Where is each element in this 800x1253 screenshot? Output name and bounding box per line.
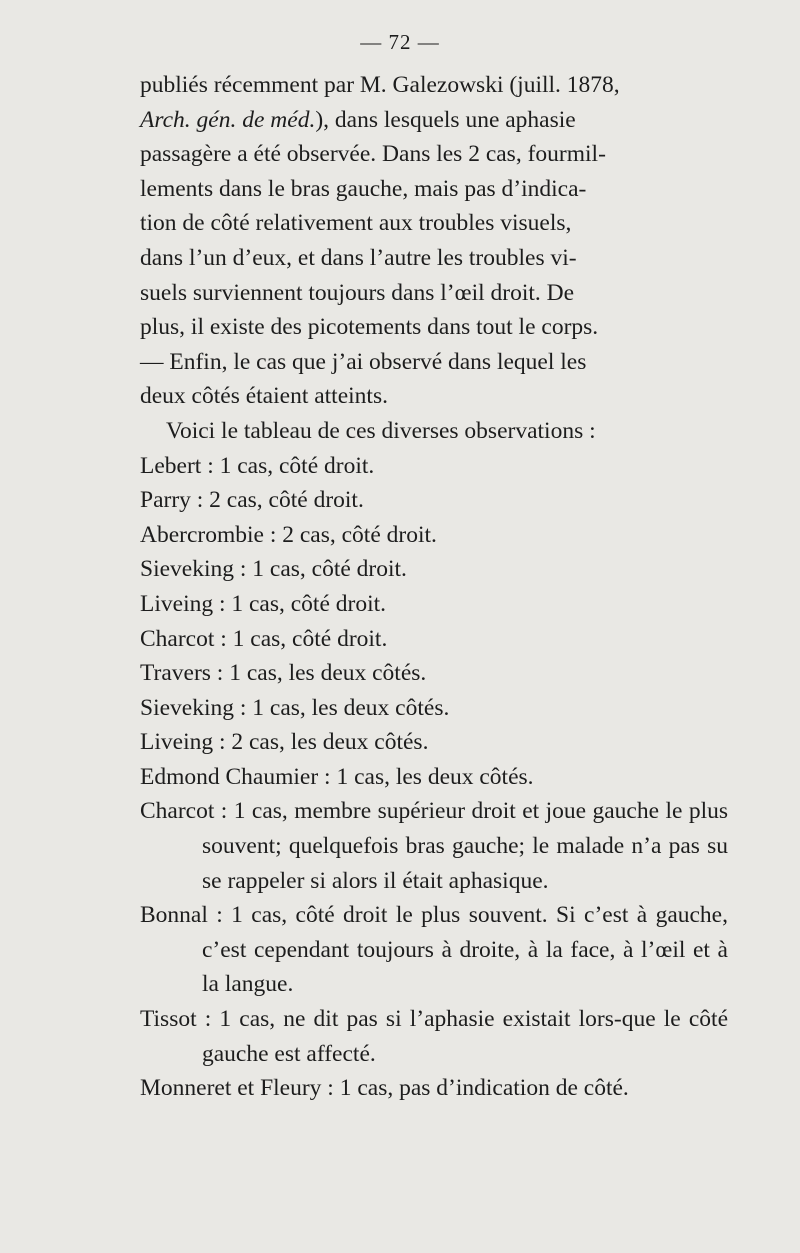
list-item: Travers : 1 cas, les deux côtés.	[140, 660, 427, 687]
list-item: Bonnal : 1 cas, côté droit le plus souvent. Si c’est à gauche, c’est cependant toujours à droite, à la face, à l’œil et à la langue.	[140, 902, 728, 998]
text-line: plus, il existe des picotements dans tout le corps.	[140, 314, 599, 341]
list-item: Edmond Chaumier : 1 cas, les deux côtés.	[140, 763, 534, 790]
citation-italic: Arch. gén. de méd.	[140, 106, 316, 133]
list-item: Charcot : 1 cas, membre supérieur droit et joue gauche le plus souvent; quelquefois bras gauche; le malade n’a pas su se rappeler si alors il était aphasique.	[140, 798, 728, 894]
text-line: deux côtés étaient atteints.	[140, 383, 388, 410]
list-item: Lebert : 1 cas, côté droit.	[140, 452, 375, 479]
list-item: Tissot : 1 cas, ne dit pas si l’aphasie existait lors-que le côté gauche est affecté.	[140, 1006, 728, 1067]
text-line: lements dans le bras gauche, mais pas d’indica-	[140, 175, 587, 202]
text-fragment: ), dans lesquels une aphasie	[315, 106, 576, 133]
page-number: — 72 —	[360, 30, 440, 54]
list-item: Charcot : 1 cas, côté droit.	[140, 625, 388, 652]
list-item: Sieveking : 1 cas, côté droit.	[140, 556, 407, 583]
list-item: Sieveking : 1 cas, les deux côtés.	[140, 694, 450, 721]
text-line: — Enfin, le cas que j’ai observé dans lequel les	[140, 348, 587, 375]
list-item: Liveing : 1 cas, côté droit.	[140, 590, 387, 617]
list-item: Liveing : 2 cas, les deux côtés.	[140, 729, 429, 756]
list-item: Monneret et Fleury : 1 cas, pas d’indication de côté.	[140, 1075, 629, 1102]
text-line: publiés récemment par M. Galezowski (juill. 1878,	[140, 72, 620, 98]
body-text	[140, 68, 728, 1106]
text-line: dans l’un d’eux, et dans l’autre les troubles vi-	[140, 244, 577, 271]
text-line: suels surviennent toujours dans l’œil droit. De	[140, 279, 575, 306]
observation-list	[140, 449, 728, 1106]
text-line: passagère a été observée. Dans les 2 cas, fourmil-	[140, 141, 606, 168]
list-item: Parry : 2 cas, côté droit.	[140, 487, 364, 514]
paragraph-1	[140, 68, 728, 414]
text-line: tion de côté relativement aux troubles visuels,	[140, 210, 572, 237]
list-item: Abercrombie : 2 cas, côté droit.	[140, 521, 437, 548]
text-line	[140, 103, 728, 138]
table-intro: Voici le tableau de ces diverses observations :	[166, 417, 596, 444]
